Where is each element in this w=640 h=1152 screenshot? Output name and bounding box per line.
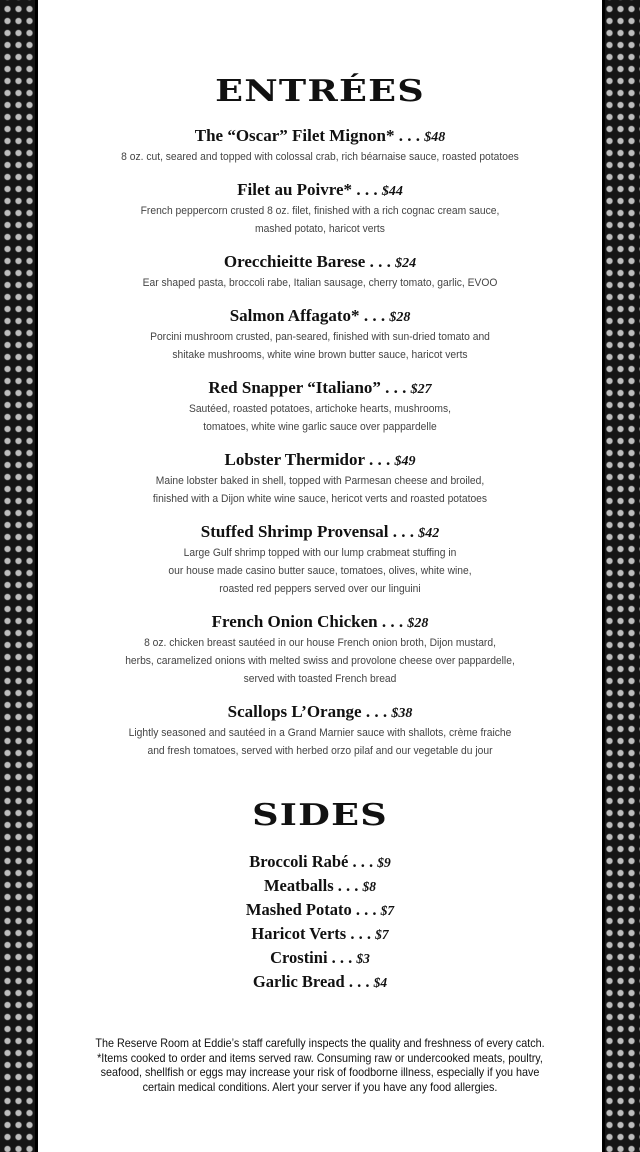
- entree-title: [38, 252, 602, 274]
- description-line: 8 oz. chicken breast sautéed in our house French onion broth, Dijon mustard,: [144, 637, 496, 649]
- entree-description: [61, 400, 580, 436]
- entree-name: Orecchieitte Barese: [223, 252, 366, 271]
- price-separator: . . .: [377, 612, 408, 631]
- entree-name: Salmon Affagato*: [229, 306, 360, 325]
- price-separator: . . .: [394, 126, 425, 145]
- side-name: Meatballs: [263, 876, 334, 895]
- description-line: Lightly seasoned and sautéed in a Grand Marnier sauce with shallots, crème fraiche: [128, 727, 512, 739]
- side-item: [38, 850, 602, 874]
- entree-description: [61, 724, 580, 760]
- description-line: Sautéed, roasted potatoes, artichoke hearts, mushrooms,: [188, 403, 452, 415]
- price-separator: . . .: [361, 702, 392, 721]
- entree-name: Stuffed Shrimp Provensal: [200, 522, 389, 541]
- side-price: $3: [356, 951, 370, 966]
- entree-description: [61, 148, 580, 166]
- entree-list: [38, 126, 602, 760]
- side-price: $7: [375, 927, 389, 942]
- entree-item: [38, 612, 602, 688]
- description-line: our house made casino butter sauce, tomatoes, olives, white wine,: [168, 565, 472, 577]
- entree-title: [38, 180, 602, 202]
- entree-title: [38, 450, 602, 472]
- entree-item: [38, 252, 602, 292]
- entree-title: [38, 612, 602, 634]
- entree-description: [61, 274, 580, 292]
- entree-price: $44: [381, 184, 403, 199]
- entree-item: [38, 522, 602, 598]
- price-separator: . . .: [352, 180, 382, 199]
- side-name: Crostini: [270, 948, 328, 967]
- price-separator: . . .: [327, 948, 357, 967]
- side-item: [38, 970, 602, 994]
- entree-title: [38, 522, 602, 544]
- entree-item: [38, 702, 602, 760]
- entree-item: [38, 306, 602, 364]
- price-separator: . . .: [344, 972, 374, 991]
- entree-name: Scallops L’Orange: [227, 702, 362, 721]
- entree-name: The “Oscar” Filet Mignon*: [194, 126, 395, 145]
- entree-name: Filet au Poivre*: [237, 180, 353, 199]
- decorative-border-left: [0, 0, 38, 1152]
- description-line: Large Gulf shrimp topped with our lump crabmeat stuffing in: [183, 547, 457, 559]
- side-price: $9: [377, 855, 391, 870]
- entree-price: $42: [418, 526, 440, 541]
- entree-title: [38, 306, 602, 328]
- entree-title: [38, 702, 602, 724]
- description-line: Ear shaped pasta, broccoli rabe, Italian sausage, cherry tomato, garlic, EVOO: [142, 277, 498, 289]
- description-line: Porcini mushroom crusted, pan-seared, finished with sun-dried tomato and: [150, 331, 490, 343]
- side-name: Broccoli Rabé: [249, 852, 349, 871]
- side-item: [38, 898, 602, 922]
- entree-name: Lobster Thermidor: [224, 450, 365, 469]
- side-item: [38, 922, 602, 946]
- disclaimer-line: certain medical conditions. Alert your server if you have any food allergies.: [142, 1079, 498, 1094]
- price-separator: . . .: [359, 306, 390, 325]
- entree-name: Red Snapper “Italiano”: [208, 378, 381, 397]
- entree-price: $49: [394, 454, 416, 469]
- menu-page: [38, 0, 602, 1152]
- entree-price: $48: [424, 130, 446, 145]
- side-name: Mashed Potato: [245, 900, 352, 919]
- entree-item: [38, 180, 602, 238]
- side-price: $8: [362, 879, 377, 894]
- entree-price: $28: [389, 310, 411, 325]
- side-price: $4: [373, 975, 388, 990]
- entree-title: [38, 378, 602, 400]
- price-separator: . . .: [380, 378, 411, 397]
- disclaimer-line: seafood, shellfish or eggs may increase your risk of foodborne illness, especially if you have: [100, 1065, 540, 1079]
- entree-name: French Onion Chicken: [211, 612, 378, 631]
- side-item: [38, 946, 602, 970]
- description-line: Maine lobster baked in shell, topped with Parmesan cheese and broiled,: [155, 475, 485, 487]
- price-separator: . . .: [388, 522, 419, 541]
- entree-item: [38, 450, 602, 508]
- entree-title: [38, 126, 602, 148]
- disclaimer: [66, 1036, 574, 1094]
- description-line: finished with a Dijon white wine sauce, hericot verts and roasted potatoes: [152, 493, 488, 505]
- price-separator: . . .: [348, 852, 378, 871]
- price-separator: . . .: [351, 900, 381, 919]
- description-line: shitake mushrooms, white wine brown butter sauce, haricot verts: [172, 349, 468, 361]
- price-separator: . . .: [333, 876, 363, 895]
- description-line: and fresh tomatoes, served with herbed orzo pilaf and our vegetable du jour: [147, 745, 493, 757]
- entree-description: [61, 634, 580, 688]
- price-separator: . . .: [346, 924, 376, 943]
- description-line: French peppercorn crusted 8 oz. filet, finished with a rich cognac cream sauce,: [140, 205, 500, 217]
- entree-price: $28: [407, 616, 429, 631]
- description-line: 8 oz. cut, seared and topped with colossal crab, rich béarnaise sauce, roasted potatoes: [121, 151, 519, 163]
- side-list: [38, 850, 602, 994]
- side-item: [38, 874, 602, 898]
- entree-description: [61, 328, 580, 364]
- entree-item: [38, 378, 602, 436]
- description-line: roasted red peppers served over our linguini: [219, 583, 421, 595]
- sides-heading: SIDES: [252, 798, 388, 833]
- price-separator: . . .: [364, 450, 395, 469]
- decorative-border-right: [602, 0, 640, 1152]
- description-line: mashed potato, haricot verts: [255, 223, 385, 235]
- price-separator: . . .: [365, 252, 396, 271]
- entree-description: [61, 472, 580, 508]
- entree-item: [38, 126, 602, 166]
- side-name: Haricot Verts: [251, 924, 347, 943]
- disclaimer-line: The Reserve Room at Eddie’s staff carefully inspects the quality and freshness of every catch.: [95, 1036, 545, 1050]
- description-line: herbs, caramelized onions with melted swiss and provolone cheese over pappardelle,: [125, 655, 515, 667]
- entree-description: [61, 202, 580, 238]
- disclaimer-line: *Items cooked to order and items served raw. Consuming raw or undercooked meats, poultry,: [97, 1050, 543, 1065]
- entree-price: $38: [391, 706, 413, 721]
- description-line: served with toasted French bread: [243, 673, 397, 685]
- entrees-heading: ENTRÉES: [215, 74, 425, 109]
- entree-description: [61, 544, 580, 598]
- side-name: Garlic Bread: [252, 972, 345, 991]
- entree-price: $27: [410, 382, 432, 397]
- description-line: tomatoes, white wine garlic sauce over pappardelle: [203, 421, 437, 433]
- side-price: $7: [380, 903, 395, 918]
- entree-price: $24: [395, 256, 417, 271]
